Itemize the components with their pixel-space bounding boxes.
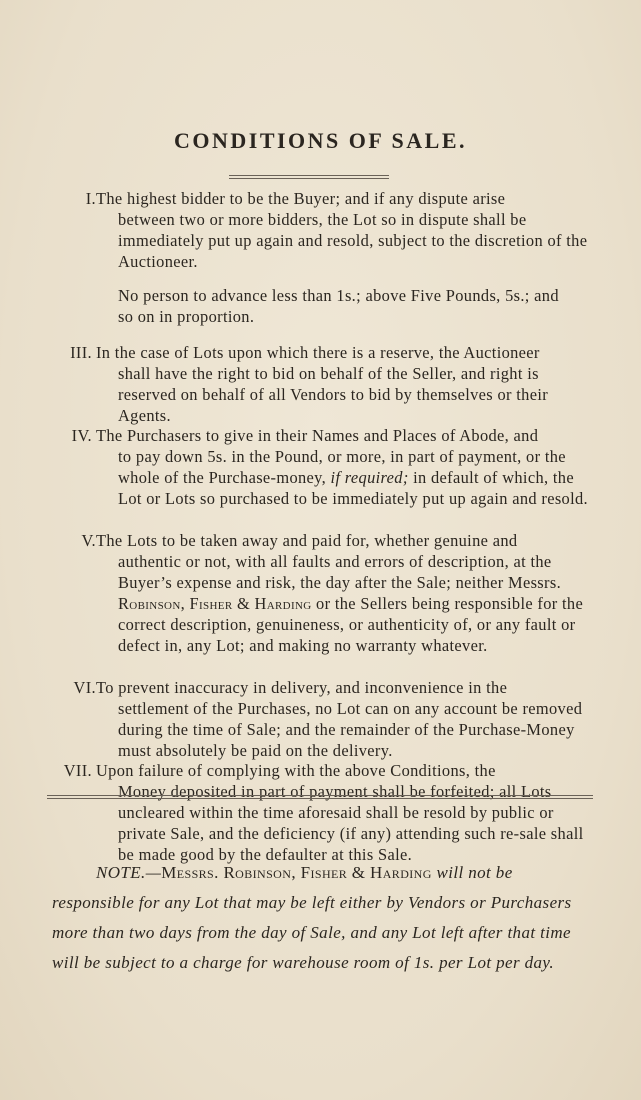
clause-7	[63, 760, 596, 865]
note-dash: —	[145, 863, 162, 882]
title-rule	[229, 175, 389, 179]
clause-text: settlement of the Purchases, no Lot can on any account be removed during the time of Sale; and the remainder of the Purchase-Money must absolutely be paid on the delivery.	[118, 699, 583, 760]
clause-number: I.	[85, 189, 96, 208]
clause-number: IV.	[71, 426, 92, 445]
note-messrs: Messrs.	[161, 863, 219, 882]
note-text: will not be responsible for any Lot that may be left either by Vendors or Purchasers more than two days from the day of Sale, and any Lot left after that time will be subject to a charge for warehouse room of 1s. per Lot per day.	[52, 863, 572, 972]
clause-4	[71, 425, 596, 509]
clause-text	[96, 551, 596, 656]
clause-number: V.	[81, 531, 96, 550]
clause-2	[96, 285, 596, 327]
clause-text-part: or the Sellers being responsible for the correct description, genuineness, or authenticity of, or any fault or defect in, any Lot; and making no warranty whatever.	[118, 594, 584, 655]
clause-1	[85, 188, 596, 272]
clause-number: VII.	[63, 761, 92, 780]
note-firm-names: Robinson, Fisher & Harding	[223, 863, 432, 882]
clause-text-part: authentic or not, with all faults and errors of description, at the Buyer’s expense and risk, the day after the Sale; neither Messrs.	[118, 552, 562, 592]
clause-first-line: Upon failure of complying with the above Conditions, the	[96, 761, 496, 780]
clause-text: between two or more bidders, the Lot so in dispute shall be immediately put up again and resold, subject to the discretion of the Auctioneer.	[118, 210, 588, 271]
clause-text: so on in proportion.	[118, 307, 255, 326]
clause-first-line: The highest bidder to be the Buyer; and if any dispute arise	[96, 189, 506, 208]
clause-text-part: in default of which, the Lot or Lots so purchased to be immediately put up again and resold.	[118, 468, 588, 508]
note-label: NOTE.	[96, 863, 146, 882]
clause-text: Money deposited in part of payment shall be forfeited; all Lots uncleared within the time aforesaid shall be resold by public or private Sale, and the deficiency (if any) attending such re-sale shall be made good by the defaulter at this Sale.	[118, 782, 584, 864]
clause-text-emphasis: if required;	[330, 468, 409, 487]
clause-3	[70, 342, 596, 426]
clause-first-line: No person to advance less than 1s.; above Five Pounds, 5s.; and	[118, 286, 559, 305]
clause-text: shall have the right to bid on behalf of the Seller, and right is reserved on behalf of all Vendors to bid by themselves or their Agents.	[118, 364, 549, 425]
page-title: CONDITIONS OF SALE.	[173, 128, 467, 153]
section-rule	[47, 795, 593, 799]
clause-6	[73, 677, 596, 761]
clause-number: III.	[70, 343, 92, 362]
clause-5	[81, 530, 596, 656]
clause-text	[96, 446, 596, 509]
clause-text-part: to pay down 5s. in the Pound, or more, in part of payment, or the whole of the Purchase-money,	[118, 447, 566, 487]
clause-first-line: The Purchasers to give in their Names and Places of Abode, and	[96, 426, 539, 445]
clause-first-line: To prevent inaccuracy in delivery, and inconvenience in the	[96, 678, 508, 697]
note-paragraph	[52, 858, 592, 978]
firm-names: Robinson, Fisher & Harding	[118, 594, 312, 613]
clause-first-line: The Lots to be taken away and paid for, whether genuine and	[96, 531, 518, 550]
clause-first-line: In the case of Lots upon which there is a reserve, the Auctioneer	[96, 343, 540, 362]
clause-number: VI.	[73, 678, 96, 697]
